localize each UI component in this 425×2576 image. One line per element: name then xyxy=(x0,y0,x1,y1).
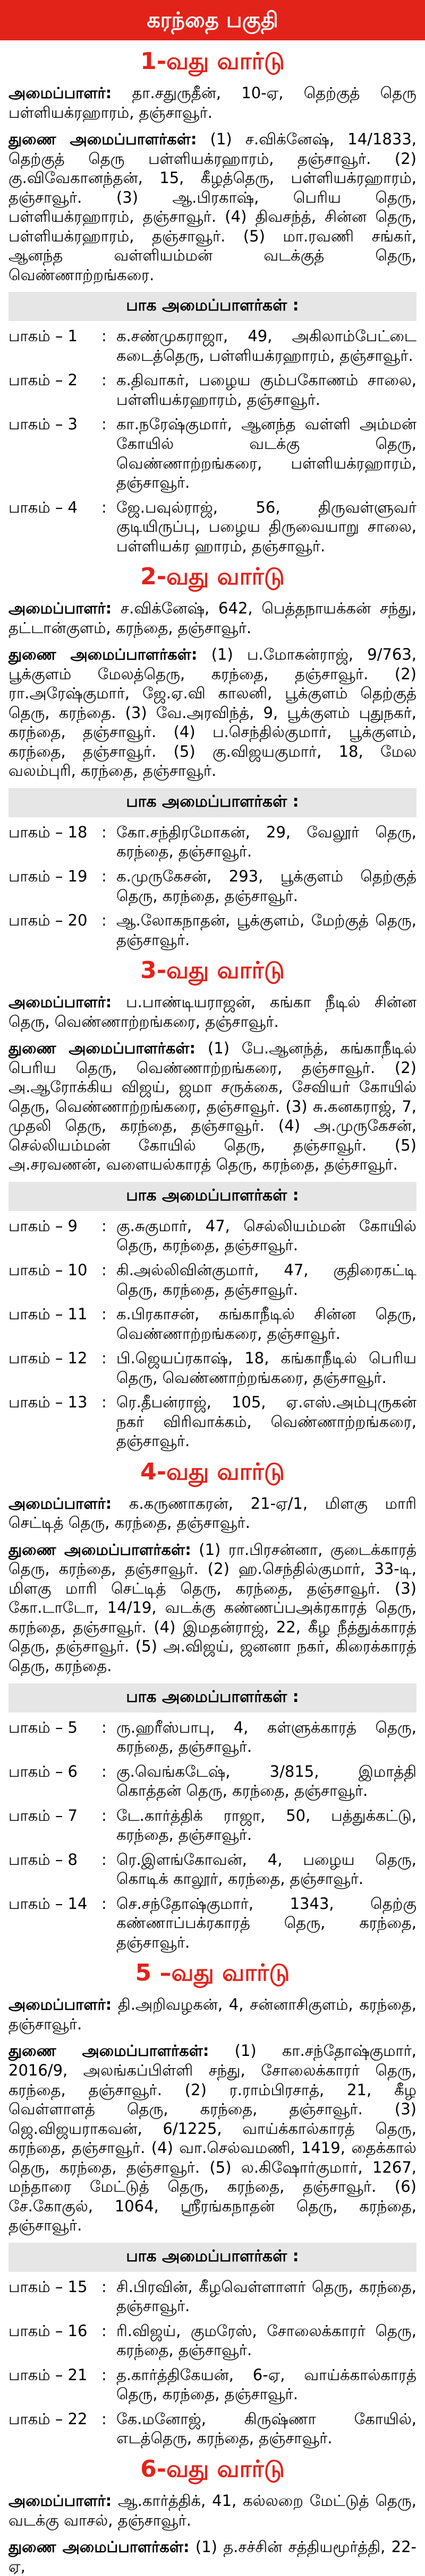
booth-colon: : xyxy=(101,371,107,390)
deputy-text: (1) ச.விக்னேஷ், 14/1833, தெற்குத் தெரு பள்ளியக்ரஹாரம், தஞ்சாவூர். (2) கு.விவேகானந்தன், 15, கீழத்தெரு, பள்ளியக்ரஹாரம், தஞ்சாவூர். (3) ஆ.பிரகாஷ், பெரிய தெரு, பள்ளியக்ரஹாரம், தஞ்சாவூர். (4) திவசந்த், சின்ன தெரு, பள்ளியக்ரஹாரம், தஞ்சாவூர். (5) மா.ரவணி சங்கர், ஆனந்த வள்ளியம்மன் வடக்குத் தெரு, வெண்ணாற்றங்கரை. xyxy=(8,130,416,284)
booth-number: பாகம் – 8 xyxy=(8,1850,78,1869)
booth-text: டே.கார்த்திக் ராஜா, 50, பத்துக்கட்டு, கரந்தை, தஞ்சாவூர். xyxy=(116,1806,416,1844)
booth-text: கோ.சந்திரமோகன், 29, வேலூர் தெரு, கரந்தை, தஞ்சாவூர். xyxy=(116,823,416,861)
booth-text: செ.சந்தோஷ்குமார், 1343, தெற்கு கண்ணாப்பக்ரகாரத் தெரு, கரந்தை, தஞ்சாவூர். xyxy=(116,1894,416,1951)
booth-row xyxy=(8,1304,416,1343)
booth-row xyxy=(8,498,416,556)
booth-number: பாகம் – 13 xyxy=(8,1393,88,1412)
booth-colon: : xyxy=(101,327,107,345)
deputy-paragraph xyxy=(8,129,416,284)
deputy-label: துணை அமைப்பாளர்கள்: xyxy=(8,2042,209,2060)
booth-text: ரி.விஜய், குமரேஸ், சோலைக்காரர் தெரு, கரந்தை, தஞ்சாவூர். xyxy=(116,2321,416,2359)
booth-row xyxy=(8,2321,416,2360)
deputy-paragraph xyxy=(8,1540,416,1676)
booth-number: பாகம் – 9 xyxy=(8,1216,78,1235)
booth-colon: : xyxy=(101,1349,107,1368)
booth-organizers-header: பாக அமைப்பாளர்கள் : xyxy=(8,2243,416,2272)
deputy-label: துணை அமைப்பாளர்கள்: xyxy=(8,645,198,664)
sections-container xyxy=(0,48,425,2576)
booth-number: பாகம் – 21 xyxy=(8,2365,88,2384)
booth-number: பாகம் – 22 xyxy=(8,2409,88,2428)
organizer-label: அமைப்பாளர்: xyxy=(8,2492,112,2510)
booth-row xyxy=(8,2409,416,2448)
deputy-paragraph xyxy=(8,1039,416,1174)
ward-title: 6-வது வார்டு xyxy=(140,2456,285,2483)
booth-row xyxy=(8,911,416,949)
booth-number: பாகம் – 19 xyxy=(8,867,88,885)
deputy-paragraph xyxy=(8,645,416,781)
booth-colon: : xyxy=(101,1305,107,1324)
booth-text: க.முருகேசன், 293, பூக்குளம் தெற்குத் தெரு, கரந்தை, தஞ்சாவூர். xyxy=(116,867,416,905)
booth-row xyxy=(8,2365,416,2404)
deputy-label: துணை அமைப்பாளர்கள்: xyxy=(8,130,197,149)
booth-organizers-header: பாக அமைப்பாளர்கள் : xyxy=(8,788,416,817)
page-title: கரந்தை பகுதி xyxy=(0,0,425,40)
booth-colon: : xyxy=(101,1393,107,1412)
ward-section xyxy=(0,2456,425,2576)
booth-text: ஆ.லோகநாதன், பூக்குளம், மேற்குத் தெரு, தஞ்சாவூர். xyxy=(116,911,416,949)
booth-organizers-header: பாக அமைப்பாளர்கள் : xyxy=(8,1182,416,1211)
deputy-text: (1) கா.சந்தோஷ்குமார், 2016/9, அலங்கப்பிள்ளி சந்து, சோலைக்காரர் தெரு, கரந்தை, தஞ்சாவூர். (2) ர.ராம்பிரசாத், 21, கீழ வெள்ளாளத் தெரு, கரந்தை, தஞ்சாவூர். (3) ஜெ.விஜயராகவன், 6/1225, வாய்க்கால்காரத் தெரு, கரந்தை, தஞ்சாவூர். (4) வா.செல்வமணி, 1419, தைக்கால் தெரு, கரந்தை, தஞ்சாவூர். (5) ல.கிஷோர்குமார், 1267, மந்தாரை மேட்டுத் தெரு, கரந்தை, தஞ்சாவூர். (6) சே.கோகுல், 1064, ஸ்ரீரங்கநாதன் தெரு, கரந்தை, தஞ்சாவூர். xyxy=(8,2042,416,2235)
organizer-text: க.கருணாகரன், 21-ஏ/1, மிளகு மாரி செட்டித் தெரு, கரந்தை, தஞ்சாவூர். xyxy=(8,1494,417,1532)
booth-number: பாகம் – 3 xyxy=(8,415,78,434)
organizer-paragraph xyxy=(8,599,416,637)
booth-colon: : xyxy=(101,2365,107,2384)
deputy-text: (1) பே.ஆனந்த், கங்காநீடில் பெரிய தெரு, வெண்ணாற்றங்கரை, தஞ்சாவூர். (2) அ.ஆரோக்கிய விஜய், ஜமா சருக்கை, சேவியர் கோயில் தெரு, வெண்ணாற்றங்கரை, தஞ்சாவூர். (3) சு.கனகராஜ், 7, முதலி தெரு, கரந்தை, தஞ்சாவூர். (4) அ.முருகேசன், செல்லியம்மன் கோயில் தெரு, தஞ்சாவூர். (5) அ.சரவணன், வளையல்காரத் தெரு, கரந்தை, தஞ்சாவூர். xyxy=(8,1039,416,1174)
booth-number: பாகம் – 12 xyxy=(8,1349,88,1368)
booth-row xyxy=(8,414,416,492)
booth-text: க.சண்முகராஜா, 49, அகிலாம்பேட்டை கடைத்தெரு, பள்ளியக்ரஹாரம், தஞ்சாவூர். xyxy=(116,327,416,365)
booth-row xyxy=(8,823,416,861)
deputy-paragraph xyxy=(8,2041,416,2235)
booth-colon: : xyxy=(101,1260,107,1279)
booth-colon: : xyxy=(101,1894,107,1913)
ward-title: 1-வது வார்டு xyxy=(140,48,285,75)
booth-colon: : xyxy=(101,2277,107,2296)
booth-number: பாகம் – 1 xyxy=(8,327,78,345)
booth-text: கா.நரேஷ்குமார், ஆனந்த வள்ளி அம்மன் கோயில் வடக்கு தெரு, வெண்ணாற்றங்கரை, பள்ளியக்ரஹாரம், தஞ்சாவூர். xyxy=(116,415,416,492)
booth-row xyxy=(8,1850,416,1889)
ward-title: 5 –வது வார்டு xyxy=(135,1959,290,1987)
booth-row xyxy=(8,1348,416,1387)
deputy-label: துணை அமைப்பாளர்கள்: xyxy=(8,2538,190,2556)
organizer-paragraph xyxy=(8,2491,416,2530)
organizer-label: அமைப்பாளர்: xyxy=(8,84,112,102)
booth-text: கி.அல்லிவின்குமார், 47, குதிரைகட்டி தெரு, கரந்தை, தஞ்சாவூர். xyxy=(116,1260,416,1299)
booth-number: பாகம் – 18 xyxy=(8,823,88,841)
booth-number: பாகம் – 15 xyxy=(8,2277,88,2296)
booth-colon: : xyxy=(101,1718,107,1736)
booth-row xyxy=(8,1762,416,1801)
booth-text: ஜே.பவுல்ராஜ், 56, திருவள்ளுவர் குடியிருப்பு, பழைய திருவையாறு சாலை, பள்ளியக்ர ஹாரம், தஞ்சாவூர். xyxy=(116,498,416,555)
booth-organizers-header: பாக அமைப்பாளர்கள் : xyxy=(8,292,416,321)
booth-text: கு.சுகுமார், 47, செல்லியம்மன் கோயில் தெரு, கரந்தை, தஞ்சாவூர். xyxy=(116,1216,416,1255)
ward-title: 2-வது வார்டு xyxy=(140,563,285,591)
ward-title: 4-வது வார்டு xyxy=(140,1458,285,1485)
organizer-label: அமைப்பாளர்: xyxy=(8,599,112,618)
booth-colon: : xyxy=(101,1762,107,1780)
booth-row xyxy=(8,326,416,365)
organizer-paragraph xyxy=(8,992,416,1031)
booth-text: ரு.ஹரீஸ்பாபு, 4, கள்ளுக்காரத் தெரு, கரந்தை, தஞ்சாவூர். xyxy=(116,1718,416,1756)
booth-row xyxy=(8,370,416,409)
organizer-text: ஆ.கார்த்திக், 41, கல்லறை மேட்டுத் தெரு, வடக்கு வாசல், தஞ்சாவூர். xyxy=(8,2492,417,2529)
booth-colon: : xyxy=(101,911,107,930)
organizer-label: அமைப்பாளர்: xyxy=(8,1995,112,2014)
booth-colon: : xyxy=(101,1216,107,1235)
ward-title: 3-வது வார்டு xyxy=(140,957,285,984)
booth-row xyxy=(8,1894,416,1952)
deputy-label: துணை அமைப்பாளர்கள்: xyxy=(8,1540,191,1559)
ward-section xyxy=(0,563,425,949)
booth-number: பாகம் – 11 xyxy=(8,1305,88,1324)
deputy-text: (1) ப.மோகன்ராஜ், 9/763, பூக்குளம் மேலத்தெரு, கரந்தை, தஞ்சாவூர். (2) ரா.அரேஷ்குமார், ஜே.ஏ.வி காலனி, பூக்குளம் தெற்குத் தெரு, கரந்தை. (3) வே.அரவிந்த், 9, பூக்குளம் புதுநகர், கரந்தை, தஞ்சாவூர். (4) ப.செந்தில்குமார், பூக்குளம், கரந்தை, தஞ்சாவூர். (5) கு.விஜயகுமார், 18, மேல வலம்புரி, கரந்தை, தஞ்சாவூர். xyxy=(8,645,417,780)
booth-number: பாகம் – 14 xyxy=(8,1894,88,1913)
booth-number: பாகம் – 16 xyxy=(8,2321,88,2340)
booth-number: பாகம் – 7 xyxy=(8,1806,78,1825)
booth-number: பாகம் – 20 xyxy=(8,911,88,930)
booth-text: த.கார்த்திகேயன், 6-ஏ, வாய்க்கால்காரத் தெரு, கரந்தை, தஞ்சாவூர். xyxy=(116,2365,416,2404)
organizer-text: தி.அறிவழகன், 4, சன்னாசிகுளம், கரந்தை, தஞ்சாவூர். xyxy=(8,1995,417,2033)
booth-colon: : xyxy=(101,498,107,516)
booth-organizers-header: பாக அமைப்பாளர்கள் : xyxy=(8,1683,416,1713)
booth-number: பாகம் – 10 xyxy=(8,1260,88,1279)
booth-row xyxy=(8,2277,416,2316)
booth-text: க.பிரகாசன், கங்காநீடில் சின்ன தெரு, வெண்ணாற்றங்கரை, தஞ்சாவூர். xyxy=(116,1305,416,1343)
organizer-label: அமைப்பாளர்: xyxy=(8,1494,112,1512)
booth-text: கே.மனோஜ், கிருஷ்ணா கோயில், எடத்தெரு, கரந்தை, தஞ்சாவூர். xyxy=(116,2409,416,2448)
deputy-label: துணை அமைப்பாளர்கள்: xyxy=(8,1039,196,1058)
booth-number: பாகம் – 6 xyxy=(8,1762,78,1780)
ward-section xyxy=(0,1458,425,1952)
ward-section xyxy=(0,48,425,556)
booth-row xyxy=(8,867,416,905)
organizer-paragraph xyxy=(8,83,416,122)
deputy-text: (1) ரா.பிரசன்னா, குடைக்காரத் தெரு, கரந்தை, தஞ்சாவூர். (2) ஹ.செந்தில்குமார், 33-டி, மிளகு மாரி செட்டித் தெரு, கரந்தை, தஞ்சாவூர். (3) கோ.டாடோ, 14/19, வடக்கு கண்ணப்பஅக்ரகாரத் தெரு, கரந்தை, தஞ்சாவூர். (4) இமதன்ராஜ், 22, கீழ நீத்துக்காரத் தெரு, தஞ்சாவூர். (5) அ.விஜய், ஜனனா நகர், கிரைக்காரத் தெரு, கரந்தை. xyxy=(8,1540,417,1675)
booth-number: பாகம் – 5 xyxy=(8,1718,78,1736)
ward-section xyxy=(0,957,425,1451)
booth-colon: : xyxy=(101,2321,107,2340)
organizer-text: ப.பாண்டியராஜன், கங்கா நீடில் சின்ன தெரு, வெண்ணாற்றங்கரை, தஞ்சாவூர். xyxy=(8,993,416,1031)
booth-text: பி.ஜெயப்ரகாஷ், 18, கங்காநீடில் பெரிய தெரு, வெண்ணாற்றங்கரை, தஞ்சாவூர். xyxy=(116,1349,416,1387)
booth-colon: : xyxy=(101,823,107,841)
booth-colon: : xyxy=(101,1806,107,1825)
booth-row xyxy=(8,1260,416,1299)
booth-row xyxy=(8,1393,416,1451)
booth-text: ரெ.தீபன்ராஜ், 105, ஏ.எஸ்.அம்புருகன் நகர் விரிவாக்கம், வெண்ணாற்றங்கரை, தஞ்சாவூர். xyxy=(116,1393,416,1450)
organizer-label: அமைப்பாளர்: xyxy=(8,993,112,1012)
organizer-text: ச.விக்னேஷ், 642, பெத்தநாயக்கன் சந்து, தட்டான்குளம், கரந்தை, தஞ்சாவூர். xyxy=(8,599,417,637)
ward-section xyxy=(0,1959,425,2448)
booth-text: சி.பிரவின், கீழவெள்ளாளர் தெரு, கரந்தை, தஞ்சாவூர். xyxy=(116,2277,416,2315)
booth-text: ரெ.இளங்கோவன், 4, பழைய தெரு, கொடிக் காலூர், கரந்தை, தஞ்சாவூர். xyxy=(116,1850,416,1888)
booth-row xyxy=(8,1806,416,1845)
booth-number: பாகம் – 4 xyxy=(8,498,78,516)
booth-colon: : xyxy=(101,1850,107,1869)
booth-colon: : xyxy=(101,415,107,434)
booth-text: க.திவாகர், பழைய கும்பகோணம் சாலை, பள்ளியக்ரஹாரம், தஞ்சாவூர். xyxy=(116,371,416,409)
booth-colon: : xyxy=(101,2409,107,2428)
booth-number: பாகம் – 2 xyxy=(8,371,78,390)
organizer-paragraph xyxy=(8,1494,416,1533)
organizer-text: தா.சதுருதீன், 10-ஏ, தெற்குத் தெரு பள்ளியக்ரஹாரம், தஞ்சாவூர். xyxy=(8,84,416,122)
booth-row xyxy=(8,1718,416,1757)
deputy-paragraph xyxy=(8,2537,416,2576)
booth-row xyxy=(8,1216,416,1255)
deputy-text: (1) த.சச்சின் சத்தியமூர்த்தி, 22-ஏ, xyxy=(8,2538,417,2575)
organizer-paragraph xyxy=(8,1995,416,2034)
booth-colon: : xyxy=(101,867,107,885)
booth-text: கு.வெங்கடேஷ், 3/815, இமாத்தி கொத்தன் தெரு, கரந்தை, தஞ்சாவூர். xyxy=(116,1762,416,1800)
